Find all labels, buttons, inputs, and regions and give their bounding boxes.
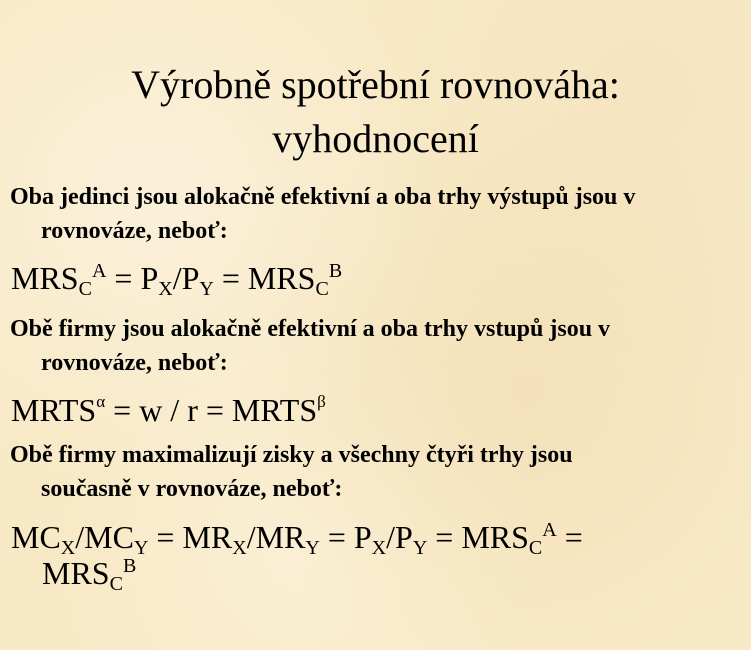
title-line-2: vyhodnocení xyxy=(272,116,479,161)
slide-title xyxy=(0,58,751,166)
subscript: X xyxy=(232,537,247,559)
subscript: C xyxy=(78,278,92,300)
paragraph-line: Oba jedinci jsou alokačně efektivní a oba trhy výstupů jsou v xyxy=(10,184,636,210)
formula-text: = xyxy=(556,519,583,555)
formula-text: MRS xyxy=(42,555,110,591)
subscript: X xyxy=(371,537,387,559)
formula-general xyxy=(11,519,741,595)
formula-text: = P xyxy=(319,519,372,555)
formula-text: MRS xyxy=(11,260,79,296)
formula-text: = P xyxy=(106,260,159,296)
subscript: C xyxy=(315,278,329,300)
subscript: C xyxy=(109,573,123,595)
paragraph-line: Obě firmy maximalizují zisky a všechny čtyři trhy jsou xyxy=(10,442,573,468)
formula-text: = MRS xyxy=(213,260,316,296)
formula-text: /P xyxy=(172,260,200,296)
paragraph-firms xyxy=(10,312,740,380)
paragraph-line: rovnováze, neboť: xyxy=(41,218,228,244)
subscript: Y xyxy=(412,537,428,559)
paragraph-profit xyxy=(10,438,740,506)
paragraph-line: Obě firmy jsou alokačně efektivní a oba trhy vstupů jsou v xyxy=(10,316,611,342)
paragraph-line: rovnováze, neboť: xyxy=(41,350,228,376)
formula-text: = MRS xyxy=(427,519,529,555)
formula-text: MRTS xyxy=(11,392,97,428)
subscript: Y xyxy=(305,537,320,559)
subscript: X xyxy=(158,278,173,300)
superscript: α xyxy=(96,392,106,411)
formula-mrts xyxy=(11,392,741,428)
formula-line xyxy=(11,555,741,595)
formula-text: = w / r = MRTS xyxy=(105,392,318,428)
formula-text: /MC xyxy=(75,519,134,555)
formula-mrs xyxy=(11,260,741,300)
superscript: B xyxy=(328,260,343,282)
superscript: B xyxy=(122,555,137,577)
superscript: A xyxy=(91,260,107,282)
superscript: A xyxy=(542,519,557,541)
formula-text: /MR xyxy=(246,519,306,555)
paragraph-line: současně v rovnováze, neboť: xyxy=(41,476,343,502)
subscript: C xyxy=(528,537,543,559)
formula-text: MC xyxy=(11,519,61,555)
subscript: Y xyxy=(133,537,149,559)
formula-text: /P xyxy=(386,519,413,555)
title-line-1: Výrobně spotřební rovnováha: xyxy=(131,62,620,107)
subscript: Y xyxy=(199,278,214,300)
formula-text: = MR xyxy=(148,519,233,555)
paragraph-consumers xyxy=(10,180,740,248)
formula-line xyxy=(11,519,583,559)
subscript: X xyxy=(60,537,76,559)
superscript: β xyxy=(317,392,326,411)
